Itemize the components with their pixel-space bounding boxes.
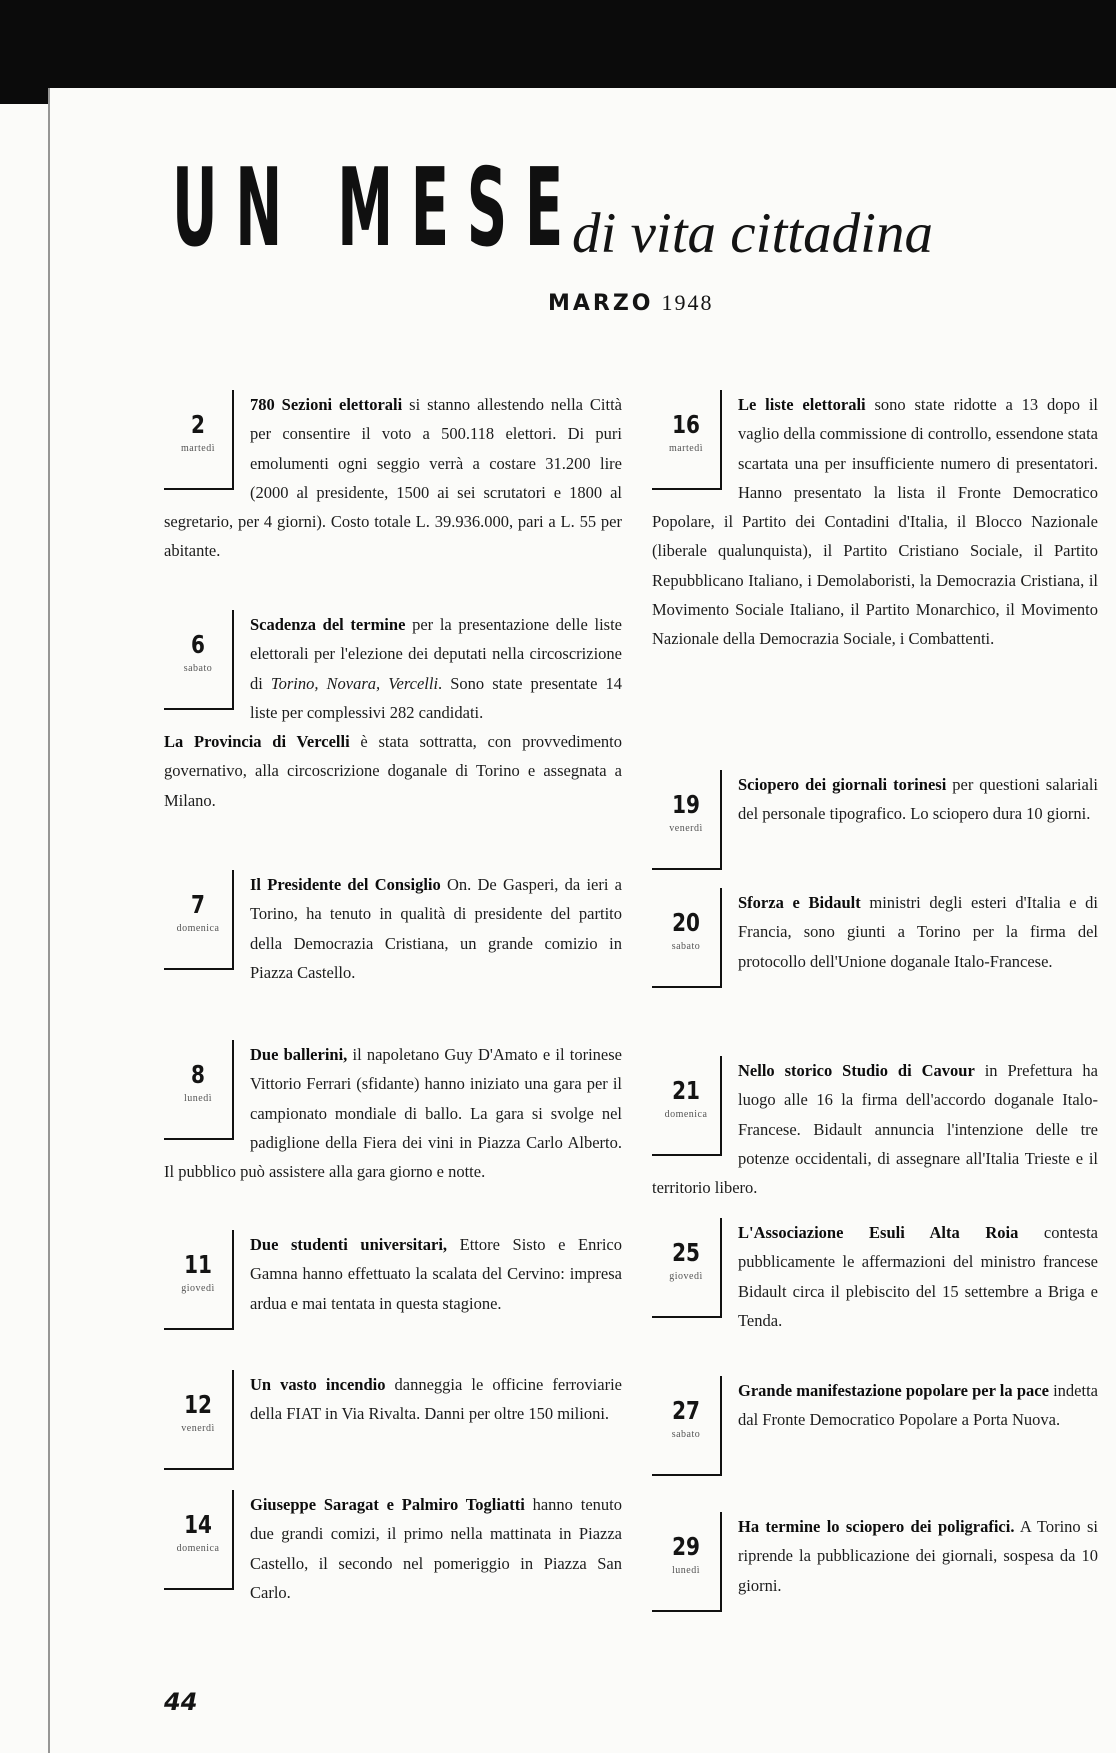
left-entry-12 <box>164 1370 622 1474</box>
entry-body: sono state ridotte a 13 dopo il vaglio della commissione di controllo, essendone stata scartata una per insufficiente numero di presentatori. Hanno presentato la lista il Fronte Democratico Popolare, il Partito dei Contadini d'Italia, il Blocco Nazionale (liberale qualunquista), il Partito Cristiano Sociale, il Partito Repubblicano Italiano, i Demolaboristi, la Democrazia Cristiana, il Movimento Sociale Italiano, il Partito Monarchico, il Movimento Nazionale della Democrazia Sociale, i Combattenti. <box>652 395 1098 649</box>
date-box <box>164 610 234 710</box>
entry-body: danneggia le officine ferroviarie della FIAT in Via Rivalta. Danni per oltre 150 milioni. <box>250 1375 622 1424</box>
date-box <box>164 390 234 490</box>
left-entry-8 <box>164 1040 622 1186</box>
entry-lead: Giuseppe Saragat e Palmiro Togliatti <box>250 1495 525 1514</box>
day-number: 6 <box>191 630 205 659</box>
date-box <box>164 870 234 970</box>
entry-body: indetta dal Fronte Democratico Popolare a Porta Nuova. <box>738 1381 1098 1430</box>
entry-extra <box>164 727 622 815</box>
date-box <box>164 1490 234 1590</box>
entry-body: si stanno allestendo nella Città per consentire il voto a 500.118 elettori. Di puri emolumenti ogni seggio verrà a costare 31.200 lire (2000 al presidente, 1500 ai sei scrutatori e 1800 al segretario, per 4 giorni). Costo totale L. 39.936.000, pari a L. 55 per abitante. <box>164 395 622 561</box>
day-number: 2 <box>191 410 205 439</box>
entry-body: il napoletano Guy D'Amato e il torinese Vittorio Ferrari (sfidante) hanno iniziato una gara per il campionato mondiale di ballo. La gara si svolge nel padiglione della Fiera dei vini in Piazza Carlo Alberto. Il pubblico può assistere alla gara giorno e notte. <box>164 1045 622 1182</box>
entry-body: ministri degli esteri d'Italia e di Francia, sono giunti a Torino per la firma del protocollo dell'Unione doganale Italo-Francese. <box>738 893 1098 971</box>
weekday: sabato <box>671 941 701 952</box>
weekday: giovedì <box>181 1283 215 1294</box>
day-number: 7 <box>191 890 205 919</box>
weekday: domenica <box>176 923 220 934</box>
weekday: sabato <box>183 663 213 674</box>
page-title <box>172 146 959 271</box>
entry-body: A Torino si riprende la pubblicazione dei giornali, sospesa da 10 giorni. <box>738 1517 1098 1595</box>
entry-lead: L'Associazione Esuli Alta Roia <box>738 1223 1019 1242</box>
month-year: 1948 <box>661 290 714 315</box>
weekday: domenica <box>176 1543 220 1554</box>
date-box <box>652 1376 722 1476</box>
entry-lead: Due studenti universitari, <box>250 1235 448 1254</box>
weekday: venerdì <box>669 823 703 834</box>
weekday: sabato <box>671 1429 701 1440</box>
day-number: 11 <box>184 1250 212 1279</box>
entry-lead: Ha termine lo sciopero dei poligrafici. <box>738 1517 1015 1536</box>
day-number: 25 <box>672 1238 700 1267</box>
top-band-notch <box>0 88 48 104</box>
entry-body: in Prefettura ha luogo alle 16 la firma dell'accordo doganale Italo-Francese. Bidault annuncia l'intenzione delle tre potenze occidentali, di assegnare all'Italia Trieste e il territorio libero. <box>652 1061 1098 1198</box>
right-entry-25 <box>652 1218 1098 1335</box>
entry-body: On. De Gasperi, da ieri a Torino, ha tenuto in qualità di presidente del partito della Democrazia Cristiana, un grande comizio in Piazza Castello. <box>250 875 622 982</box>
entry-extra-lead: La Provincia di Vercelli <box>164 732 350 752</box>
weekday: martedì <box>668 443 704 454</box>
top-black-band <box>0 0 1116 88</box>
entry-body: hanno tenuto due grandi comizi, il primo nella mattinata in Piazza Castello, il secondo nel pomeriggio in Piazza San Carlo. <box>250 1495 622 1602</box>
page-number: 44 <box>164 1688 198 1716</box>
date-box <box>164 1370 234 1470</box>
right-entry-19 <box>652 770 1098 874</box>
right-entry-27 <box>652 1376 1098 1480</box>
entry-lead: Un vasto incendio <box>250 1375 386 1394</box>
weekday: lunedì <box>184 1093 212 1104</box>
entry-body: Ettore Sisto e Enrico Gamna hanno effettuato la scalata del Cervino: impresa ardua e mai tentata in questa stagione. <box>250 1235 622 1313</box>
entry-lead: Due ballerini, <box>250 1045 348 1064</box>
title-subtitle: di vita cittadina <box>572 202 933 265</box>
weekday: venerdì <box>181 1423 215 1434</box>
entry-lead: 780 Sezioni elettorali <box>250 395 403 414</box>
month-heading <box>548 290 714 316</box>
left-entry-2 <box>164 390 622 566</box>
day-number: 21 <box>672 1076 700 1105</box>
day-number: 19 <box>672 790 700 819</box>
entry-lead: Grande manifestazione popolare per la pace <box>738 1381 1049 1400</box>
day-number: 16 <box>672 410 700 439</box>
month-name: MARZO <box>548 291 654 316</box>
title-big: UN MESE <box>172 146 581 271</box>
entry-italic: Torino, Novara, Vercelli <box>270 673 439 693</box>
left-entry-11 <box>164 1230 622 1334</box>
entry-lead: Il Presidente del Consiglio <box>250 875 441 894</box>
date-box <box>164 1230 234 1330</box>
date-box <box>164 1040 234 1140</box>
entry-extra-body: è stata sottratta, con provvedimento governativo, alla circoscrizione doganale di Torino e assegnata a Milano. <box>164 732 623 810</box>
page-edge-line <box>48 88 50 1753</box>
right-entry-20 <box>652 888 1098 992</box>
date-box <box>652 390 722 490</box>
weekday: giovedì <box>669 1271 703 1282</box>
left-entry-6 <box>164 610 622 815</box>
date-box <box>652 770 722 870</box>
entry-lead: Nello storico Studio di Cavour <box>738 1061 975 1080</box>
left-entry-14 <box>164 1490 622 1607</box>
right-entry-29 <box>652 1512 1098 1616</box>
weekday: domenica <box>664 1109 708 1120</box>
right-entry-21 <box>652 1056 1098 1202</box>
date-box <box>652 888 722 988</box>
date-box <box>652 1218 722 1318</box>
entry-body: per questioni salariali del personale tipografico. Lo sciopero dura 10 giorni. <box>738 775 1098 824</box>
date-box <box>652 1512 722 1612</box>
day-number: 27 <box>672 1396 700 1425</box>
entry-body: contesta pubblicamente le affermazioni del ministro francese Bidault circa il plebiscito del 15 settembre a Briga e Tenda. <box>738 1223 1098 1330</box>
day-number: 20 <box>672 908 700 937</box>
day-number: 14 <box>184 1510 212 1539</box>
entry-body: per la presentazione delle liste elettorali per l'elezione dei deputati nella circoscrizione di <box>250 615 622 693</box>
entry-body-cont: . Sono state presentate 14 liste per complessivi 282 candidati. <box>250 673 623 722</box>
entry-lead: Sforza e Bidault <box>738 893 861 912</box>
day-number: 12 <box>184 1390 212 1419</box>
entry-lead: Sciopero dei giornali torinesi <box>738 775 947 794</box>
weekday: lunedì <box>672 1565 700 1576</box>
day-number: 8 <box>191 1060 205 1089</box>
entry-lead: Le liste elettorali <box>738 395 866 414</box>
right-entry-16 <box>652 390 1098 654</box>
date-box <box>652 1056 722 1156</box>
day-number: 29 <box>672 1532 700 1561</box>
weekday: martedì <box>180 443 216 454</box>
entry-lead: Scadenza del termine <box>250 615 406 634</box>
left-entry-7 <box>164 870 622 987</box>
